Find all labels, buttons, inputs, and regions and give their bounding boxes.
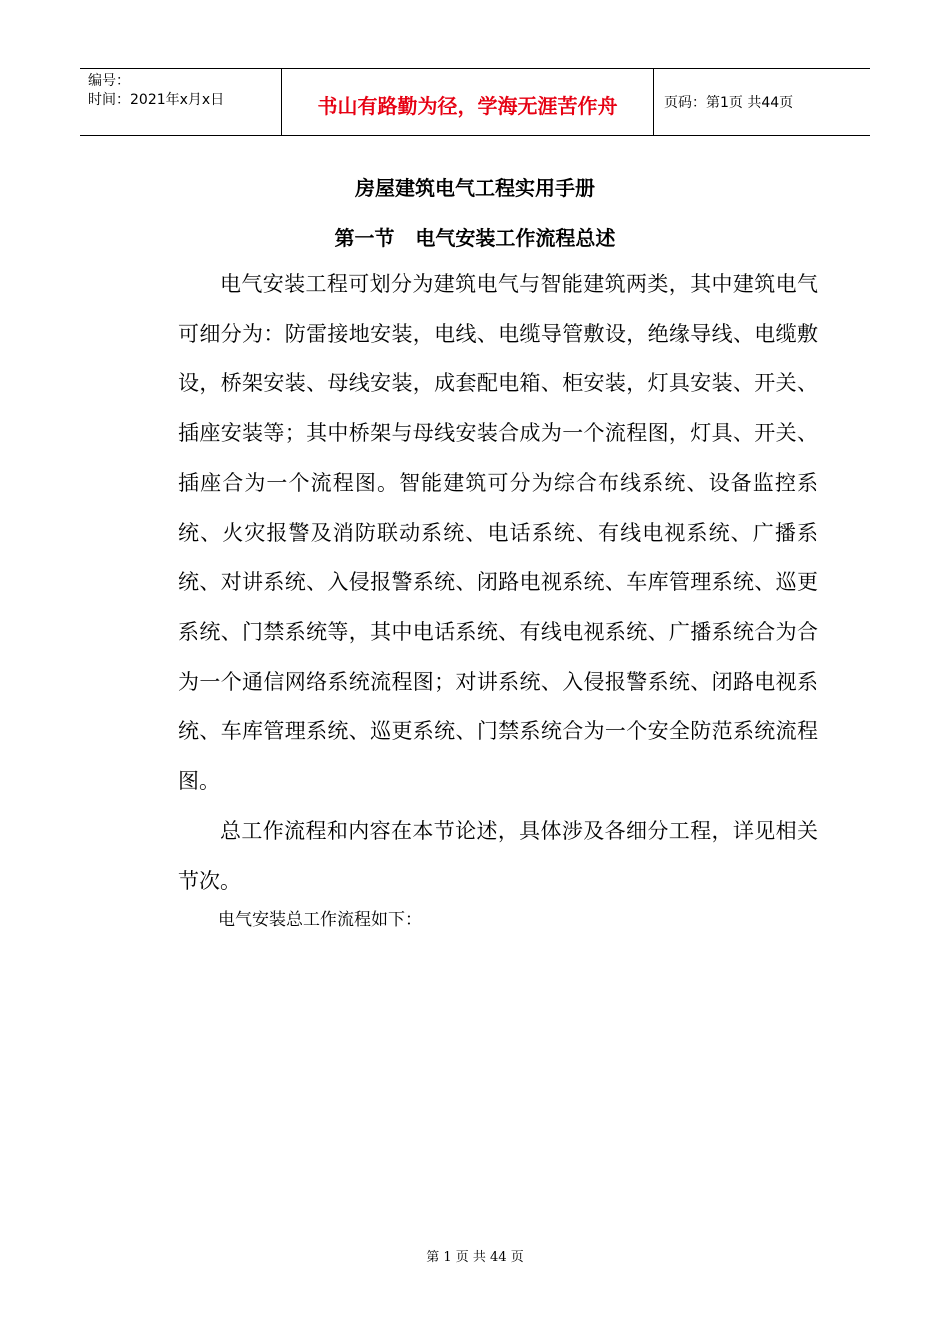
header-page-info: 页码：第1页 共44页 [664,95,794,111]
header-page-cell [654,69,870,135]
header-motto-cell [281,69,654,135]
page-footer: 第 1 页 共 44 页 [426,1250,524,1265]
document-header [80,68,870,136]
header-motto: 书山有路勤为径，学海无涯苦作舟 [317,93,618,118]
flow-intro: 电气安装总工作流程如下： [218,910,422,930]
header-meta [80,69,281,135]
document-title: 房屋建筑电气工程实用手册 [355,176,595,200]
body-paragraph: 电气安装工程可划分为建筑电气与智能建筑两类，其中建筑电气可细分为：防雷接地安装，电线、电缆导管敷设，绝缘导线、电缆敷设，桥架安装、母线安装，成套配电箱、柜安装，灯具安装、开关、插座安装等；其中桥架与母线安装合成为一个流程图，灯具、开关、插座合为一个流程图。智能建筑可分为综合布线系统、设备监控系统、火灾报警及消防联动系统、电话系统、有线电视系统、广播系统、对讲系统、入侵报警系统、闭路电视系统、车库管理系统、巡更系统、门禁系统等，其中电话系统、有线电视系统、广播系统合为合为一个通信网络系统流程图；对讲系统、入侵报警系统、闭路电视系统、车库管理系统、巡更系统、门禁系统合为一个安全防范系统流程图。 [178,272,818,794]
time-label: 时间：2021年x月x日 [88,92,225,108]
section-title: 第一节 电气安装工作流程总述 [334,226,616,250]
body-paragraph: 总工作流程和内容在本节论述，具体涉及各细分工程，详见相关节次。 [178,819,818,893]
number-label: 编号： [88,73,130,89]
